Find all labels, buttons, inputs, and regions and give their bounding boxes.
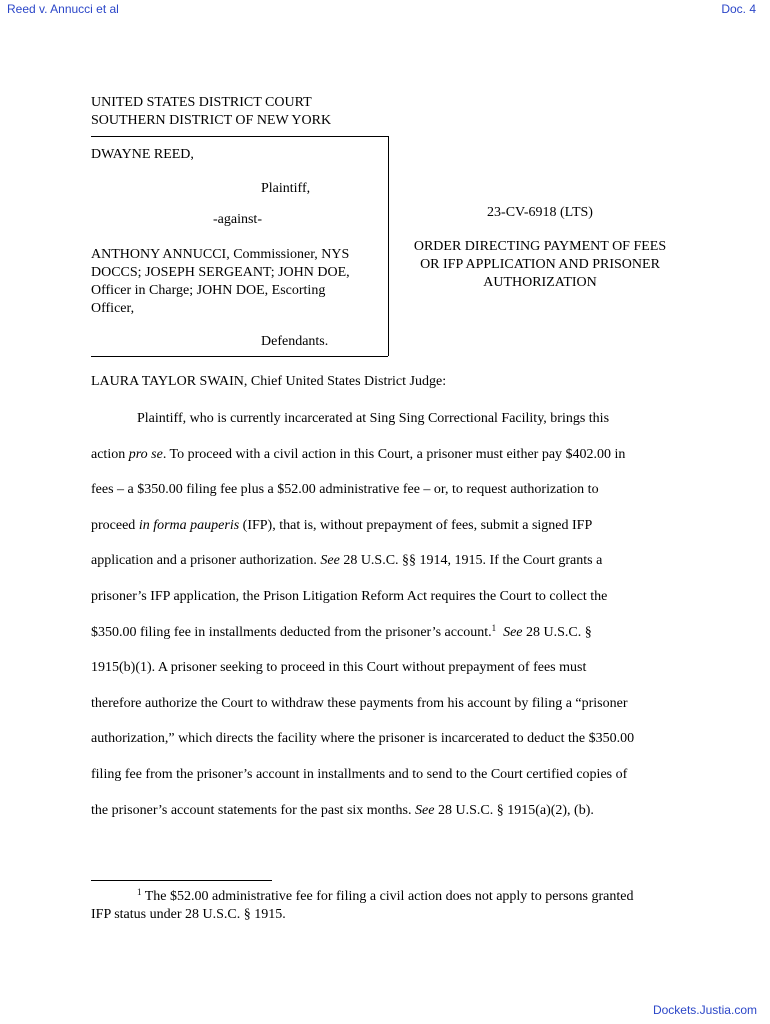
body-text: Plaintiff, who is currently incarcerated at Sing Sing Correctional Facility, brings this — [137, 411, 610, 426]
body-line-3 — [91, 481, 671, 517]
body-line-7 — [91, 624, 671, 660]
body-text: 28 U.S.C. § 1915(a)(2), (b). — [434, 802, 594, 818]
caption-top-rule — [91, 136, 388, 137]
defendants-line: Officer in Charge; JOHN DOE, Escorting — [91, 283, 326, 298]
body-line-10 — [91, 730, 671, 766]
footnote-marker: 1 — [137, 887, 142, 897]
footnote — [91, 888, 681, 924]
case-number: 23-CV-6918 (LTS) — [487, 205, 593, 220]
defendants-line: ANTHONY ANNUCCI, Commissioner, NYS — [91, 247, 350, 262]
body-text: 1915(b)(1). A prisoner seeking to proceed in this Court without prepayment of fees must — [91, 660, 587, 676]
body-text: 28 U.S.C. §§ 1914, 1915. If the Court grants a — [339, 553, 603, 569]
body-text: $350.00 filing fee in installments deducted from the prisoner’s account. — [91, 624, 492, 640]
footnote-reference[interactable]: 1 — [491, 622, 497, 633]
body-line-4 — [91, 517, 671, 553]
body-line-6 — [91, 588, 671, 624]
doc-number-link[interactable]: Doc. 4 — [721, 2, 756, 16]
body-line-5 — [91, 552, 671, 588]
body-text: 28 U.S.C. § — [522, 624, 592, 640]
body-text: proceed — [91, 517, 139, 533]
footnote-rule — [91, 880, 272, 881]
judge-line: LAURA TAYLOR SWAIN, Chief United States District Judge: — [91, 374, 447, 389]
justia-footer-link[interactable]: Dockets.Justia.com — [652, 1003, 757, 1017]
body-line-12 — [91, 802, 671, 838]
body-line-8 — [91, 659, 671, 695]
court-name-line-2: SOUTHERN DISTRICT OF NEW YORK — [91, 113, 332, 128]
plaintiff-role: Plaintiff, — [261, 181, 311, 196]
body-text: the prisoner’s account statements for the past six months. — [91, 802, 416, 818]
case-title-link[interactable]: Reed v. Annucci et al — [7, 2, 119, 16]
defendants-line: Officer, — [91, 301, 135, 316]
order-body — [91, 410, 671, 837]
caption-bottom-rule — [91, 356, 388, 357]
order-title-line: AUTHORIZATION — [483, 275, 597, 290]
body-text: fees – a $350.00 filing fee plus a $52.00 administrative fee – or, to request authorization to — [91, 482, 599, 498]
body-text: authorization,” which directs the facility where the prisoner is incarcerated to deduct the $350.00 — [91, 731, 635, 747]
body-text: prisoner’s IFP application, the Prison Litigation Reform Act requires the Court to collect the — [91, 588, 608, 604]
body-text: action — [91, 446, 129, 462]
against-label: -against- — [213, 212, 262, 227]
body-line-2 — [91, 446, 671, 482]
caption-side-rule — [388, 136, 389, 356]
footnote-line-1 — [91, 888, 681, 906]
italic-term: in forma pauperis — [138, 517, 240, 533]
body-line-9 — [91, 695, 671, 731]
citation-signal: See — [320, 553, 340, 569]
defendants-line: DOCCS; JOSEPH SERGEANT; JOHN DOE, — [91, 265, 350, 280]
order-title — [404, 238, 676, 292]
court-name — [91, 94, 331, 130]
defendants-role: Defendants. — [261, 334, 329, 349]
italic-term: pro se — [128, 446, 163, 462]
court-name-line-1: UNITED STATES DISTRICT COURT — [91, 95, 312, 110]
citation-signal: See — [415, 802, 435, 818]
footnote-text: The $52.00 administrative fee for filing a civil action does not apply to persons granted — [144, 889, 634, 904]
body-line-11 — [91, 766, 671, 802]
body-text: application and a prisoner authorization. — [91, 553, 321, 569]
body-text: (IFP), that is, without prepayment of fees, submit a signed IFP — [239, 517, 593, 533]
body-text: therefore authorize the Court to withdraw these payments from his account by filing a “prisoner — [91, 695, 628, 711]
defendants-list — [91, 246, 383, 318]
plaintiff-name: DWAYNE REED, — [91, 147, 194, 162]
footnote-line-2: IFP status under 28 U.S.C. § 1915. — [91, 907, 286, 922]
body-line-1 — [91, 410, 671, 446]
body-text: filing fee from the prisoner’s account in installments and to send to the Court certified copies of — [91, 766, 628, 782]
order-title-line: ORDER DIRECTING PAYMENT OF FEES — [413, 239, 667, 254]
order-title-line: OR IFP APPLICATION AND PRISONER — [420, 257, 660, 272]
body-text: . To proceed with a civil action in this Court, a prisoner must either pay $402.00 in — [162, 446, 626, 462]
citation-signal: See — [503, 624, 523, 640]
